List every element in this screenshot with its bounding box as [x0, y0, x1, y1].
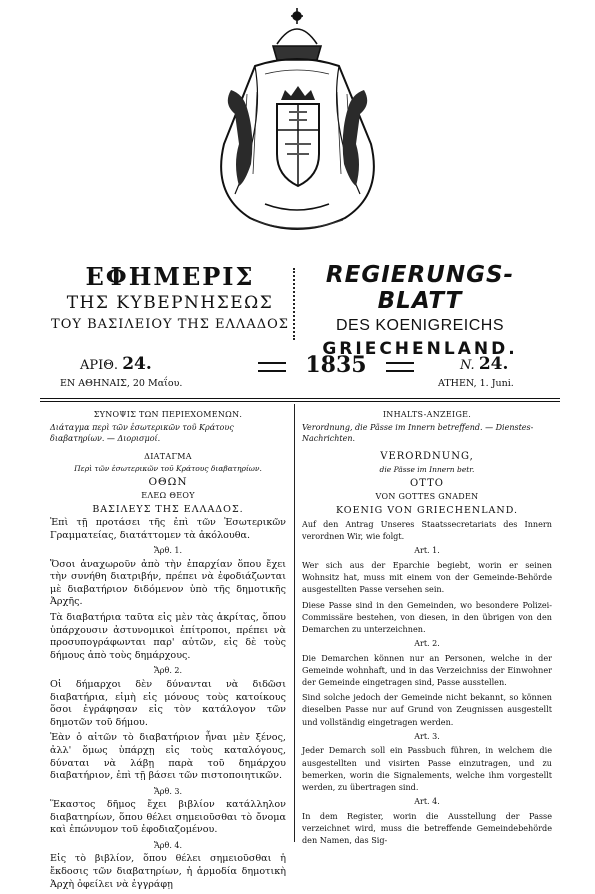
- preamble-german: Auf den Antrag Unseres Staatssecretariats des Innern verordnen Wir, wie folgt.: [302, 519, 552, 542]
- masthead-greek-kingdom: ΤΟΥ ΒΑΣΙΛΕΙΟΥ ΤΗΣ ΕΛΛΑΔΟΣ: [51, 317, 289, 332]
- contents-text-german: Verordnung, die Pässe im Innern betreffend. — Dienstes-Nachrichten.: [302, 422, 534, 443]
- by-grace-german: VON GOTTES GNADEN: [375, 492, 479, 501]
- contents-heading-greek: ΣΥΝΟΨΙΣ ΤΩΝ ΠΕΡΙΕΧΟΜΕΝΩΝ.: [93, 410, 243, 419]
- king-title-german: KOENIG VON GRIECHENLAND.: [335, 504, 519, 516]
- article-1-text-german: Wer sich aus der Eparchie begiebt, worin er seinen Wohnsitz hat, muss mit einem von der Gemeinde-Behörde ausgestellten Passe versehen sein.: [302, 559, 552, 595]
- article-1-text2-german: Diese Passe sind in den Gemeinden, wo besondere Polizei-Commissäre bestehen, von diesen, in den übrigen von den Demarchen zu unterzeichnen.: [302, 599, 552, 634]
- issue-num-german: 24.: [478, 354, 509, 374]
- article-1-heading-greek: Ἄρθ. 1.: [153, 546, 183, 556]
- article-1-text-greek: Ὅσοι ἀναχωροῦν ἀπὸ τὴν ἐπαρχίαν ὅπου ἔχει τὴν συνήθη διατριβήν, πρέπει νὰ ἐφοδιάζωνται μὲ διαβατήριον διδόμενον ὑπὸ τῆς δημοτικῆς Ἀρχῆς.: [50, 558, 286, 608]
- masthead-german-subtitle: DES KOENIGREICHS: [335, 317, 505, 334]
- issue-number-german: [460, 354, 508, 374]
- masthead-german: [300, 262, 540, 359]
- article-4-heading-greek: Ἄρθ. 4.: [153, 840, 183, 850]
- by-grace-greek: ΕΛΕΩ ΘΕΟΥ: [141, 491, 195, 500]
- column-divider: [294, 404, 295, 842]
- header-rule: [40, 398, 560, 399]
- header-rule-thin: [40, 401, 560, 402]
- royal-coat-of-arms-icon: [195, 4, 400, 242]
- article-2-heading-german: Art. 2.: [414, 639, 440, 649]
- german-column: [302, 408, 552, 849]
- issue-label-greek: ΑΡΙΘ.: [80, 358, 119, 373]
- article-2-text-greek: Οἱ δήμαρχοι δὲν δύνανται νὰ διδῶσι διαβατήρια, εἰμὴ εἰς μόνους τοὺς κατοίκους ὅσοι ἐγράφησαν εἰς τὸν κατάλογον τῶν δημοτῶν τοῦ δήμου.: [50, 678, 286, 728]
- article-3-text-greek: Ἕκαστος δῆμος ἔχει βιβλίον κατάλληλον διαβατηρίων, ὅπου θέλει σημειοῦσθαι τὸ ὄνομα καὶ ἐπώνυμον τοῦ ἐφοδιαζομένου.: [50, 799, 286, 836]
- issue-date-german: ATHEN, 1. Juni.: [438, 378, 514, 389]
- masthead-german-kingdom: GRIECHENLAND.: [322, 339, 518, 359]
- article-3-heading-greek: Ἄρθ. 3.: [153, 786, 183, 796]
- article-2-text2-german: Sind solche jedoch der Gemeinde nicht bekannt, so können dieselben Passe nur auf Grund von Zeugnissen ausgestellt und vollständig eingetragen werden.: [302, 692, 552, 727]
- greek-column: [50, 408, 286, 894]
- contents-text-greek: Διάταγμα περὶ τῶν ἐσωτερικῶν τοῦ Κράτους διαβατηρίων. — Διορισμοί.: [50, 422, 234, 443]
- decree-sub-german: die Pässe im Innern betr.: [379, 465, 475, 474]
- decree-heading-greek: ΔΙΑΤΑΓΜΑ: [144, 451, 192, 461]
- king-name-greek: ΟΘΩΝ: [148, 475, 188, 488]
- masthead-german-title: REGIERUNGS-BLATT: [325, 262, 515, 314]
- king-name-german: OTTO: [410, 477, 444, 489]
- article-2-heading-greek: Ἄρθ. 2.: [153, 666, 183, 676]
- article-1-heading-german: Art. 1.: [414, 546, 440, 556]
- issue-label-german: N.: [460, 358, 475, 373]
- issue-num-greek: 24.: [122, 354, 152, 374]
- issue-line: [40, 352, 560, 392]
- article-3-text-german: Jeder Demarch soll ein Passbuch führen, in welchem die ausgestellten und visirten Passe einzutragen, und zu bemerken, worin die Signalements, welche ihm vorgestellt werden, zu übertragen sind.: [302, 745, 552, 792]
- article-4-heading-german: Art. 4.: [414, 797, 440, 807]
- masthead-greek-subtitle: ΤΗΣ ΚΥΒΕΡΝΗΣΕΩΣ: [66, 293, 274, 313]
- issue-number-greek: [80, 354, 152, 374]
- issue-date-greek: ΕΝ ΑΘΗΝΑΙΣ, 20 Μαΐου.: [60, 378, 183, 389]
- decree-sub-greek: Περὶ τῶν ἐσωτερικῶν τοῦ Κράτους διαβατηρίων.: [74, 464, 262, 473]
- article-3-heading-german: Art. 3.: [414, 731, 440, 741]
- masthead-greek: [50, 262, 290, 332]
- preamble-greek: Ἐπὶ τῇ προτάσει τῆς ἐπὶ τῶν Ἐσωτερικῶν Γραμματείας, διατάττομεν τὰ ἀκόλουθα.: [50, 517, 286, 541]
- issue-year: 1835: [268, 352, 404, 378]
- article-4-text-german: In dem Register, worin die Ausstellung der Passe verzeichnet wird, muss die betreffende Gemeindebehörde den Namen, das Sig-: [302, 810, 552, 846]
- article-4-text-greek: Εἰς τὸ βιβλίον, ὅπου θέλει σημειοῦσθαι ἡ ἔκδοσις τῶν διαβατηρίων, ἡ ἁρμοδία δημοτικὴ Ἀρχὴ ὀφείλει νὰ ἐγγράφῃ: [50, 853, 286, 890]
- article-2-text-german: Die Demarchen können nur an Personen, welche in der Gemeinde wohnhaft, und in das Verzeichniss der Einwohner der Gemeinde eingetragen sind, Passe ausstellen.: [302, 652, 552, 688]
- decree-heading-german: VERORDNUNG,: [380, 450, 474, 462]
- article-2-text2-greek: Ἐὰν ὁ αἰτῶν τὸ διαβατήριον ἦναι μὲν ξένος, ἀλλ' ὅμως ὑπάρχῃ εἰς τοὺς καταλόγους, δύναται νὰ λάβῃ παρὰ τοῦ δημάρχου διαβατήριον, ἐπὶ τῇ βάσει τῶν πιστοποιητικῶν.: [50, 732, 286, 782]
- article-1-text2-greek: Τὰ διαβατήρια ταῦτα εἰς μὲν τὰς ἀκρίτας, ὅπου ὑπάρχουσιν ἀστυνομικοὶ ἐπίτροποι, πρέπει νὰ προσυπογράφωνται παρ' αὐτῶν, εἰς δὲ τοὺς δήμους ἀπὸ τοὺς δημάρχους.: [50, 612, 286, 661]
- contents-heading-german: INHALTS-ANZEIGE.: [382, 410, 472, 419]
- masthead-greek-title: ΕΦΗΜΕΡΙΣ: [85, 262, 255, 291]
- king-title-greek: ΒΑΣΙΛΕΥΣ ΤΗΣ ΕΛΛΑΔΟΣ.: [92, 503, 244, 515]
